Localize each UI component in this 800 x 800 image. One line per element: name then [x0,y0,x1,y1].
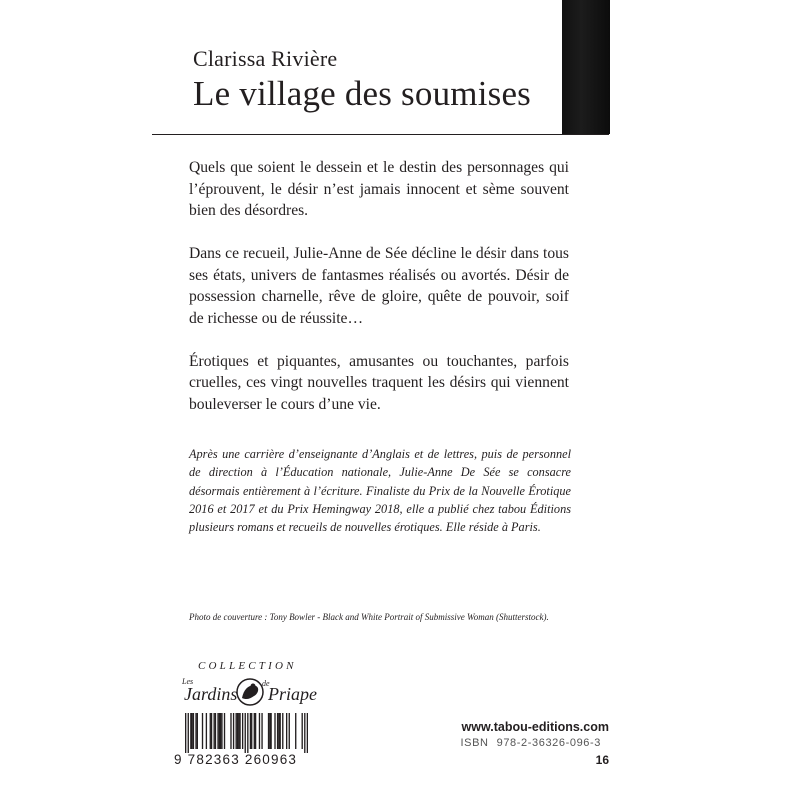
barcode-bar [286,713,287,749]
barcode-bar [211,713,212,749]
barcode-bar [307,713,308,753]
barcode-bar [259,713,260,749]
barcode-bar [242,713,243,749]
barcode-bar [206,713,207,749]
barcode-bar [224,713,225,749]
barcode-bar [254,713,255,749]
barcode-bar [269,713,270,749]
price-code: 16 [595,753,609,767]
blurb-paragraph: Quels que soient le dessein et le destin des personnages qui l’éprouvent, le désir n’est jamais innocent et sème souvent bien des désordres. [189,159,569,219]
barcode-bar [217,713,218,749]
barcode-bar [202,713,203,749]
barcode-bar [261,713,262,749]
blurb-paragraph: Érotiques et piquantes, amusantes ou touchantes, parfois cruelles, ces vingt nouvelles traquent les désirs qui viennent bouleverser le cours d’une vie. [189,352,569,413]
isbn-label: ISBN [460,737,489,749]
isbn-value: 978-2-36326-096-3 [496,737,601,749]
cover-photo-edge [562,0,610,134]
isbn-line [461,737,609,749]
svg-text:de: de [262,679,270,688]
title-divider [152,134,609,135]
barcode-bar [282,713,283,749]
barcode-bar [193,713,194,749]
barcode-bar [280,713,281,749]
barcode-bar [268,713,269,749]
barcode-bar [237,713,238,749]
publisher-website: www.tabou-editions.com [461,720,609,734]
barcode-bar [190,713,191,749]
barcode-bar [185,713,186,753]
author-bio: Après une carrière d’enseignante d’Anglais et de lettres, puis de personnel de direction à l’Éducation nationale, Julie-Anne De Sée se consacre désormais entièrement à l’écriture. Finaliste du Prix de la Nouvelle Érotique 2016 et 2017 et du Prix Hemingway 2018, elle a publié chez tabou Éditions plusieurs romans et recueils de nouvelles érotiques. Elle réside à Paris. [189,447,571,535]
barcode-bar [213,713,214,749]
barcode-bar [255,713,256,749]
barcode-bar [235,713,236,749]
barcode-number: 9 782363 260963 [174,752,298,767]
barcode-bar [295,713,296,749]
author-name: Clarissa Rivière [193,46,338,71]
barcode-bar [250,713,251,749]
barcode-bar [289,713,290,749]
barcode-bar [278,713,279,749]
barcode-bar [195,713,196,749]
barcode-bar [191,713,192,749]
barcode-bar [251,713,252,749]
book-title: Le village des soumises [193,74,532,113]
back-cover-blurb [189,157,569,437]
barcode-bar [220,713,221,749]
barcode-bar [304,713,305,753]
barcode-bar [247,713,248,753]
barcode-bar [245,713,246,753]
photo-credit: Photo de couverture : Tony Bowler - Black and White Portrait of Submissive Woman (Shutterstock). [189,612,549,622]
barcode-bar [302,713,303,749]
barcode-bar [215,713,216,749]
svg-text:Les: Les [182,677,194,686]
barcode-bar [221,713,222,749]
svg-text:Priape: Priape [268,684,317,704]
barcode-bar [219,713,220,749]
barcode-bar [274,713,275,749]
barcode-bar [188,713,189,753]
les-jardins-de-priape-logo [178,674,318,710]
barcode-bar [230,713,231,749]
svg-text:Jardins: Jardins [184,684,238,704]
isbn-barcode [185,713,308,753]
blurb-paragraph: Dans ce recueil, Julie-Anne de Sée décline le désir dans tous ses états, univers de fantasmes réalisés ou avortés. Désir de possession charnelle, rêve de gloire, quête de pouvoir, soif de richesse ou de réussite… [189,245,569,327]
barcode-bar [210,713,211,749]
barcode-bar [233,713,234,749]
barcode-bar [238,713,239,749]
barcode-bar [270,713,271,749]
barcode-bar [197,713,198,749]
collection-label: COLLECTION [198,660,297,672]
barcode-bar [277,713,278,749]
barcode-bar [239,713,240,749]
